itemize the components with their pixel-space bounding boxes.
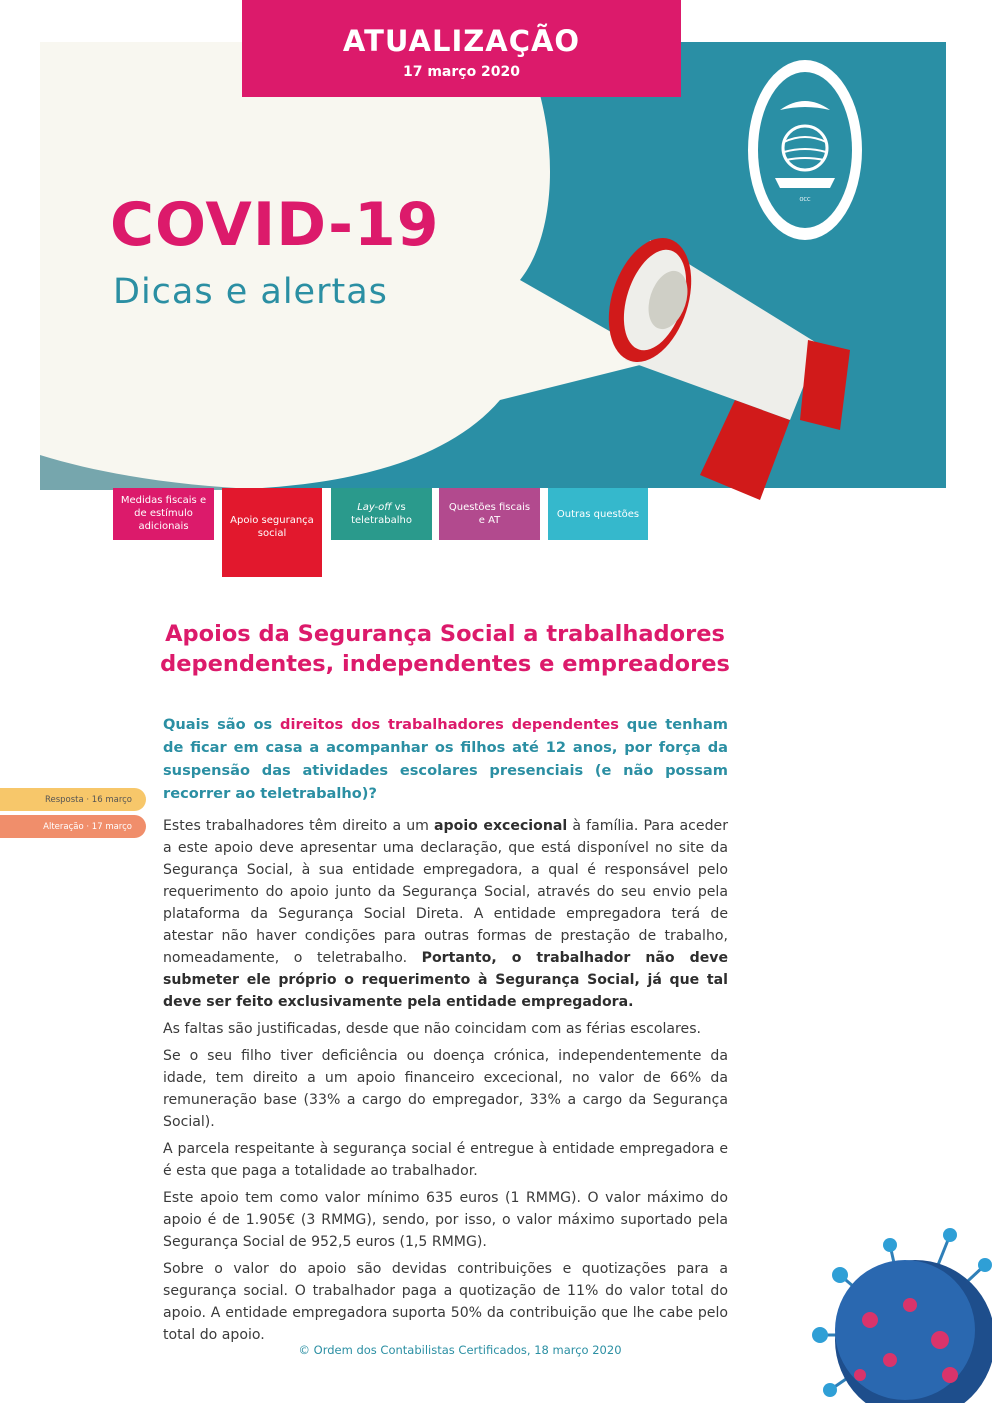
svg-text:OCC: OCC (799, 197, 811, 203)
tab-layoff-teletrabalho[interactable] (331, 488, 432, 540)
paragraph: Este apoio tem como valor mínimo 635 euros (1 RMMG). O valor máximo do apoio é de 1.905€ (3 RMMG), sendo, por isso, o valor máximo suportado pela Segurança Social de 952,5 euros (1,5 RMMG). (163, 1190, 728, 1250)
tab-label (337, 501, 426, 527)
tab-label-rest: vs teletrabalho (351, 502, 412, 526)
tab-label: Outras questões (556, 508, 640, 520)
note-resposta: Resposta · 16 março (0, 788, 146, 811)
question-heading (163, 713, 728, 805)
question-part1: Quais são os (163, 716, 280, 733)
question-part2: que tenham de ficar em casa a acompanhar os filhos até 12 anos, por força da suspensão das atividades escolares presenciais (e não possam recorrer ao teletrabalho)? (163, 716, 728, 802)
article-body (163, 815, 728, 1351)
p1-text-c: à família. Para aceder a este apoio deve apresentar uma declaração, que está disponível no site da Segurança Social, à sua entidade empregadora, a qual é responsável pelo requerimento do apoio junto da Segurança Social, através do seu envio pela plataforma da Segurança Social Direta. A entidade empregadora terá de atestar não haver condições para outras formas de prestação de trabalho, nomeadamente, o teletrabalho. (163, 818, 728, 966)
p1-bold-b: apoio excecional (434, 818, 568, 834)
tab-medidas-fiscais[interactable] (113, 488, 214, 540)
p1-text-a: Estes trabalhadores têm direito a um (163, 818, 435, 834)
update-date: 17 março 2020 (402, 64, 521, 80)
note-alteracao: Alteração · 17 março (0, 815, 146, 838)
covid-subtitle: Dicas e alertas (113, 272, 388, 312)
tab-questoes-fiscais[interactable] (439, 488, 540, 540)
paragraph: Se o seu filho tiver deficiência ou doença crónica, independentemente da idade, tem direito a um apoio financeiro excecional, no valor de 66% da remuneração base (33% a cargo do empregador, 33% a cargo da Segurança Social). (163, 1048, 728, 1130)
emblem-logo (748, 60, 862, 240)
update-title: ATUALIZAÇÃO (342, 24, 581, 58)
paragraph: As faltas são justificadas, desde que não coincidam com as férias escolares. (163, 1021, 702, 1037)
tab-label: Apoio segurança social (230, 515, 314, 539)
article-title: Apoios da Segurança Social a trabalhadores dependentes, independentes e empreadores (160, 621, 730, 677)
covid-title: COVID-19 (110, 190, 440, 260)
tab-outras-questoes[interactable] (548, 488, 648, 540)
p1-bold-d: Portanto, o trabalhador não deve submeter ele próprio o requerimento à Segurança Social, já que tal deve ser feito exclusivamente pela entidade empregadora. (163, 950, 728, 1010)
update-banner (242, 0, 681, 97)
tab-label: Questões fiscais e AT (448, 502, 531, 526)
virus-illustration (800, 1225, 992, 1403)
tab-label: Medidas fiscais e de estímulo adicionais (120, 495, 207, 532)
question-highlight: direitos dos trabalhadores dependentes (280, 716, 619, 733)
paragraph: Sobre o valor do apoio são devidas contribuições e quotizações para a segurança social. O trabalhador paga a quotização de 11% do valor total do apoio. A entidade empregadora suporta 50% da contribuição que lhe cabe pelo total do apoio. (163, 1261, 728, 1343)
paragraph (163, 815, 728, 1013)
tab-label-italic: Lay-off (357, 502, 392, 513)
paragraph: A parcela respeitante à segurança social é entregue à entidade empregadora e é esta que paga a totalidade ao trabalhador. (163, 1141, 728, 1179)
tab-apoio-seguranca-social[interactable] (222, 488, 322, 577)
footer-copyright: © Ordem dos Contabilistas Certificados, 18 março 2020 (298, 1343, 622, 1357)
